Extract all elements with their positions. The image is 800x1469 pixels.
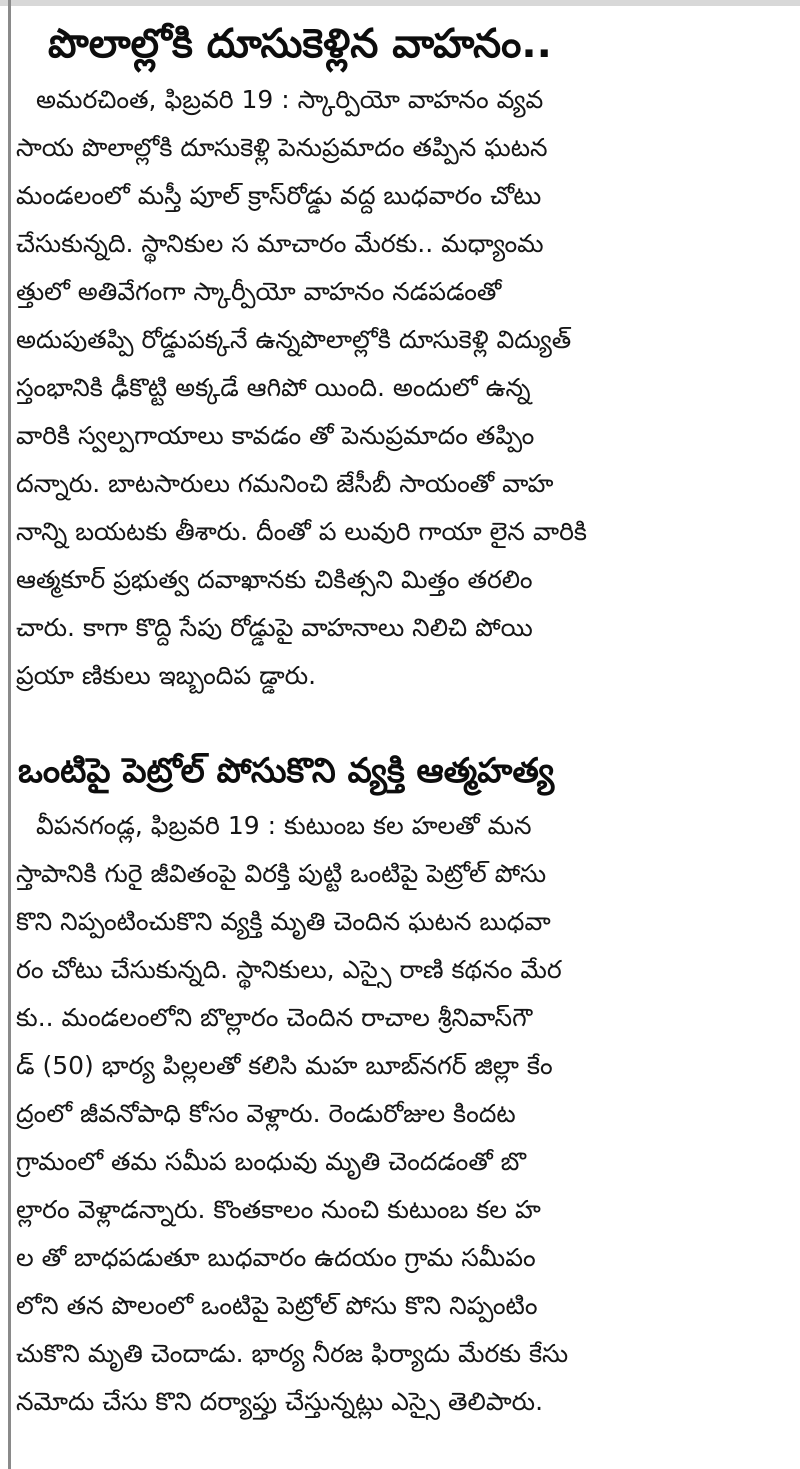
article-accident — [16, 12, 786, 700]
article-line: డ్ (50) భార్య పిల్లలతో కలిసి మహ బూబ్‌నగర్ జిల్లా కేం — [16, 1051, 553, 1080]
article-line: స్తాపానికి గురై జీవితంపై విరక్తి పుట్టి ఒంటిపై పెట్రోల్ పోసు — [16, 859, 547, 888]
article-line: చుకొని మృతి చెందాడు. భార్య నీరజ ఫిర్యాదు మేరకు కేసు — [16, 1339, 569, 1368]
article-line: లోని తన పొలంలో ఒంటిపై పెట్రోల్ పోసు కొని నిప్పంటిం — [16, 1291, 538, 1320]
article-line: ల్లారం వెళ్లాడన్నారు. కొంతకాలం నుంచి కుటుంబ కల హ — [16, 1195, 541, 1224]
article-headline: పొలాల్లోకి దూసుకెళ్లిన వాహనం.. — [48, 21, 552, 67]
column-rule — [8, 0, 11, 1469]
article-line: త్తులో అతివేగంగా స్కార్పీయో వాహనం నడపడంతో — [16, 277, 502, 306]
article-suicide — [16, 740, 786, 1426]
article-line: అదుపుతప్పి రోడ్డుపక్కనే ఉన్నపొలాల్లోకి దూసుకెళ్లి విద్యుత్ — [16, 325, 572, 354]
article-line: మండలంలో మస్తీ పూల్ క్రాస్‌రోడ్డు వద్ద బుధవారం చోటు — [16, 181, 542, 210]
article-line: కొని నిప్పంటించుకొని వ్యక్తి మృతి చెందిన ఘటన బుధవా — [16, 907, 551, 936]
article-line: గ్రామంలో తమ సమీప బంధువు మృతి చెందడంతో బొ — [16, 1147, 527, 1176]
article-line: రం చోటు చేసుకున్నది. స్థానికులు, ఎస్సై రాణి కథనం మేర — [16, 955, 562, 984]
article-line: స్తంభానికి ఢీకొట్టి అక్కడే ఆగిపో యింది. అందులో ఉన్న — [16, 373, 531, 402]
article-line: వారికి స్వల్పగాయాలు కావడం తో పెనుప్రమాదం తప్పిం — [16, 421, 535, 450]
article-line: సాయ పొలాల్లోకి దూసుకెళ్లి పెనుప్రమాదం తప్పిన ఘటన — [16, 133, 548, 162]
article-line: చేసుకున్నది. స్థానికుల స మాచారం మేరకు.. మధ్యాంమ — [16, 229, 544, 258]
article-line: అమరచింత, ఫిబ్రవరి 19 : స్కార్పియో వాహనం వ్యవ — [36, 85, 544, 114]
article-line: నాన్ని బయటకు తీశారు. దీంతో ప లువురి గాయా లైన వారికి — [16, 517, 587, 546]
article-line: నమోదు చేసు కొని దర్యాప్తు చేస్తున్నట్లు ఎస్సై తెలిపారు. — [16, 1387, 544, 1416]
article-line: ప్రయా ణికులు ఇబ్బందిప డ్డారు. — [16, 661, 317, 690]
article-line: ద్రంలో జీవనోపాధి కోసం వెళ్లారు. రెండురోజుల కిందట — [16, 1099, 516, 1128]
article-line: దన్నారు. బాటసారులు గమనించి జేసీబీ సాయంతో వాహ — [16, 469, 554, 498]
article-line: వీపనగండ్ల, ఫిబ్రవరి 19 : కుటుంబ కల హలతో మన — [36, 811, 532, 840]
article-headline: ఒంటిపై పెట్రోల్ పోసుకొని వ్యక్తి ఆత్మహత్య — [18, 751, 555, 791]
article-line: చారు. కాగా కొద్ది సేపు రోడ్డుపై వాహనాలు నిలిచి పోయి — [16, 613, 533, 642]
article-line: ఆత్మకూర్ ప్రభుత్వ దవాఖానకు చికిత్సని మిత్తం తరలిం — [16, 565, 533, 594]
article-line: కు.. మండలంలోని బొల్లారం చెందిన రాచాల శ్రీనివాస్‌గౌ — [16, 1003, 533, 1032]
top-border — [0, 0, 800, 6]
article-line: ల తో బాధపడుతూ బుధవారం ఉదయం గ్రామ సమీపం — [16, 1243, 536, 1272]
